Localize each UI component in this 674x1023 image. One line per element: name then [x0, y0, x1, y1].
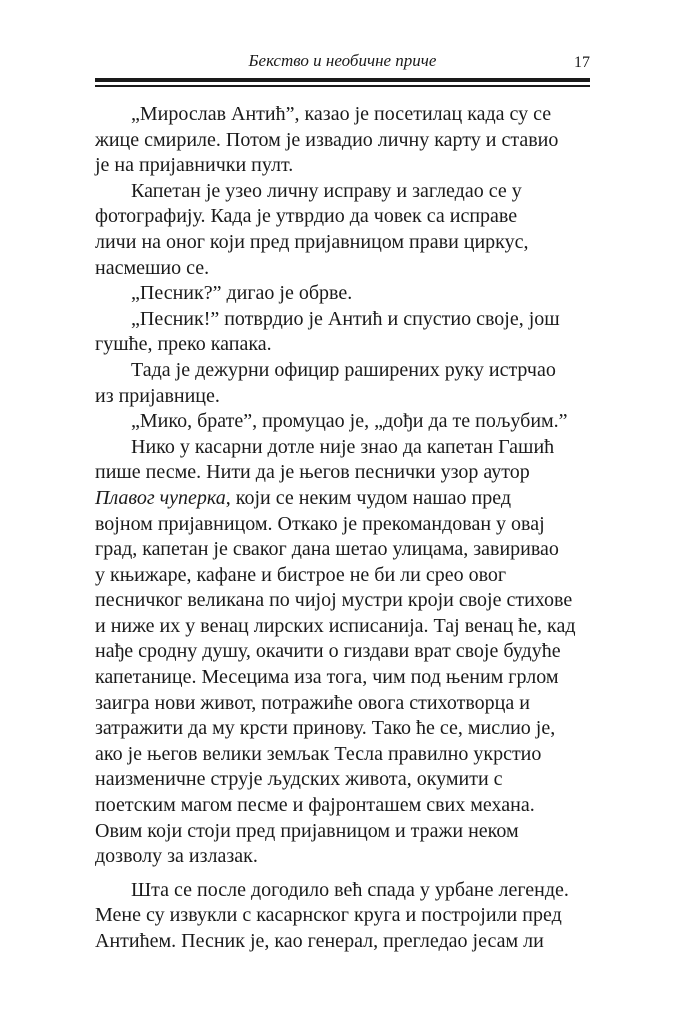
paragraph-text-end: , који се неким чудом нашао пред војном пријавницом. Откако је прекомандован у овај град, капетан је сваког дана шетао улицама, завиривао у књижаре, кафане и бистрое не би ли срео овог песничког великана по чијој мустри кроји своје стихове и ниже их у венац лирских исписанија. Тај венац ће, кад нађе сродну душу, окачити о гиздави врат своје будуће капетанице. Месецима иза тога, чим под њеним грлом заигра нови живот, потражиће овога стихотворца и затражити да му крсти принову. Тако ће се, мислио је, ако је његов велики земљак Тесла правилно укрстио наизменичне струје људских живота, окумити с поетским магом песме и фајронташем свих механа. Овим који стоји пред пријавницом и тражи неком дозволу за излазак. — [95, 486, 576, 868]
header-rule-thin — [95, 85, 590, 87]
paragraph: Шта се после догодило већ спада у урбане легенде. Мене су извукли с касарнског круга и постројили пред Антићем. Песник је, као генерал, прегледао јесам ли — [95, 878, 569, 952]
paragraph: „Песник?” дигао је обрве. — [131, 282, 353, 305]
running-head — [95, 50, 590, 74]
header-rule-thick — [95, 78, 590, 82]
paragraph-text-start: Нико у касарни дотле није знао да капетан Гашић пише песме. Нити да је његов песнички узор аутор — [95, 435, 555, 484]
paragraph: „Мирослав Антић”, казао је посетилац када су се жице смириле. Потом је извадио личну карту и ставио је на пријавнички пулт. — [95, 103, 559, 177]
paragraph: Тада је дежурни официр раширених руку истрчао из пријавнице. — [95, 358, 556, 407]
paragraph: „Мико, брате”, промуцао је, „дођи да те пољубим.” — [131, 410, 568, 433]
paragraph: „Песник!” потврдио је Антић и спустио своје, још гушће, преко капака. — [95, 307, 560, 356]
body-text — [95, 102, 590, 955]
book-title: Плавог чуперка — [95, 486, 226, 509]
running-title: Бекство и необичне приче — [248, 51, 437, 70]
paragraph — [95, 435, 590, 870]
paragraph: Капетан је узео личну исправу и загледао се у фотографију. Када је утврдио да човек са исправе личи на оног који пред пријавницом прави циркус, насмешио се. — [95, 179, 529, 279]
page-number: 17 — [574, 54, 590, 71]
